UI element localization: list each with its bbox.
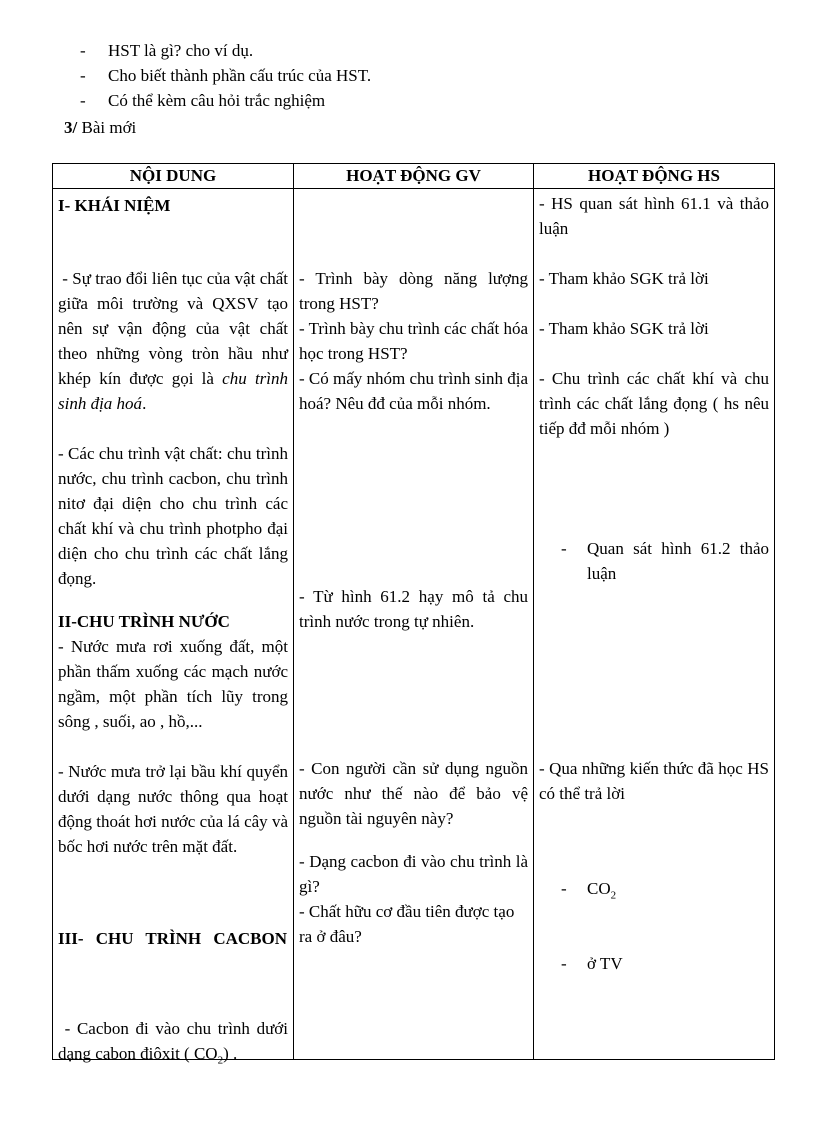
table-header-row [53, 164, 775, 189]
gv-question: - Chất hữu cơ đầu tiên được tạo ra ở đâu? [299, 902, 515, 946]
gv-question: - Trình bày dòng năng lượng trong HST? [299, 269, 528, 313]
gv-question: - Từ hình 61.2 hạy mô tả chu trình nước trong tự nhiên. [299, 587, 528, 631]
lesson-table [52, 163, 775, 1067]
hs-answer: - ở TV [561, 954, 623, 973]
paragraph-cac-chu-trinh: - Các chu trình vật chất: chu trình nước, chu trình cacbon, chu trình nitơ đại diện cho chu trình các chất khí và chu trình photpho đại diện cho chu trình các chất lắng đọng. [58, 444, 288, 588]
noi-dung-cell [53, 189, 294, 1067]
hs-answer: - Chu trình các chất khí và chu trình các chất lắng đọng ( hs nêu tiếp đđ mỗi nhóm ) [539, 369, 769, 438]
list-item: - Cho biết thành phần cấu trúc của HST. [80, 66, 372, 85]
gv-question: - Con người cần sử dụng nguồn nước như thế nào để bảo vệ nguồn tài nguyên này? [299, 759, 528, 828]
section-title: Bài mới [81, 118, 137, 137]
gv-question: - Trình bày chu trình các chất hóa học trong HST? [299, 319, 528, 363]
gv-question: - Dạng cacbon đi vào chu trình là gì? [299, 852, 528, 896]
header-hoat-dong-hs: HOẠT ĐỘNG HS [534, 164, 775, 189]
heading-chu-trinh-nuoc: II-CHU TRÌNH NƯỚC [58, 612, 230, 631]
list-item: - HST là gì? cho ví dụ. [80, 41, 254, 60]
list-item: - Có thể kèm câu hỏi trắc nghiệm [80, 91, 326, 110]
hs-answer: - $CO_2$ [561, 879, 617, 902]
paragraph-nuoc-mua-tro-lai: - Nước mưa trở lại bầu khí quyển dưới dạng nước thông qua hoạt động thoát hơi nước của lá cây và bốc hơi nước trên mặt đất. [58, 762, 288, 856]
paragraph-khai-niem: - Sự trao đổi liên tục của vật chất giữa môi trường và QXSV tạo nên sự vận động của vật chất theo những vòng tròn hầu như khép kín được gọi là chu trình sinh địa hoá. [58, 269, 289, 413]
paragraph-nuoc-mua-roi: - Nước mưa rơi xuống đất, một phần thấm xuống các mạch nước ngầm, một phần tích lũy trong sông , suối, ao , hồ,... [58, 637, 288, 731]
hoat-dong-hs-cell [534, 189, 775, 1060]
hoat-dong-gv-cell [294, 189, 534, 1060]
hs-answer: - Tham khảo SGK trả lời [539, 269, 709, 288]
intro-block [80, 38, 780, 113]
section-heading [64, 115, 136, 140]
hs-answer: - Qua những kiến thức đã học HS có thể trả lời [539, 759, 769, 803]
paragraph-cacbon: - Cacbon đi vào chu trình dưới dạng cabon điôxit ( $CO_2$) . [58, 1019, 288, 1067]
hs-answer: - Tham khảo SGK trả lời [539, 319, 709, 338]
table-row [53, 189, 775, 1060]
header-noi-dung: NỘI DUNG [53, 164, 294, 189]
review-question-list [80, 38, 780, 113]
heading-chu-trinh-cacbon: III- CHU TRÌNH CACBON [58, 929, 287, 948]
heading-khai-niem: I- KHÁI NIỆM [58, 196, 171, 215]
gv-question: - Có mấy nhóm chu trình sinh địa hoá? Nêu đđ của mỗi nhóm. [299, 369, 529, 413]
hs-answer: - HS quan sát hình 61.1 và thảo luận [539, 194, 769, 238]
hs-answer: - Quan sát hình 61.2 thảo luận [561, 539, 769, 583]
header-hoat-dong-gv: HOẠT ĐỘNG GV [294, 164, 534, 189]
section-number: 3/ [64, 118, 78, 137]
